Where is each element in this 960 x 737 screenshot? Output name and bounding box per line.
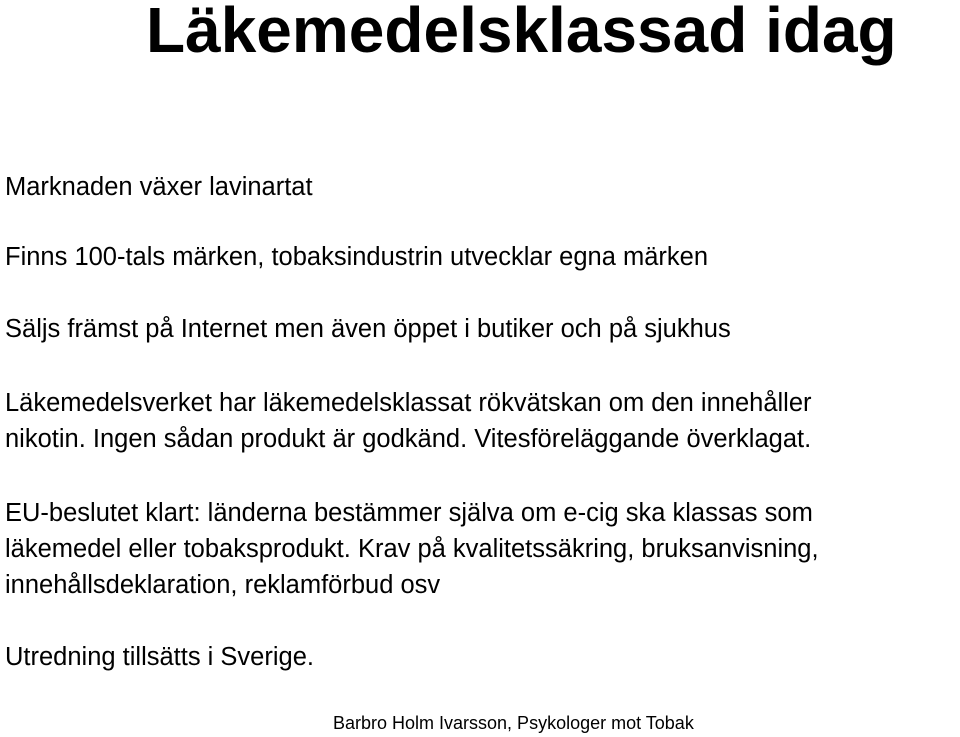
paragraph-line: Finns 100-tals märken, tobaksindustrin utvecklar egna märken: [5, 243, 709, 271]
paragraph-line: EU-beslutet klart: länderna bestämmer själva om e-cig ska klassas som: [5, 499, 813, 527]
paragraph-line: läkemedel eller tobaksprodukt. Krav på kvalitetssäkring, bruksanvisning,: [5, 535, 819, 563]
paragraph-line: Läkemedelsverket har läkemedelsklassat rökvätskan om den innehåller: [5, 389, 812, 417]
paragraph-sales: [5, 311, 731, 347]
slide-footer: Barbro Holm Ivarsson, Psykologer mot Tobak: [333, 713, 694, 733]
paragraph-line: Utredning tillsätts i Sverige.: [5, 643, 314, 671]
paragraph-medical-agency: [5, 385, 812, 457]
paragraph-investigation: [5, 639, 314, 675]
paragraph-line: Marknaden växer lavinartat: [5, 173, 313, 201]
paragraph-line: innehållsdeklaration, reklamförbud osv: [5, 571, 441, 599]
paragraph-line: nikotin. Ingen sådan produkt är godkänd. Vitesföreläggande överklagat.: [5, 425, 812, 453]
paragraph-line: Säljs främst på Internet men även öppet i butiker och på sjukhus: [5, 315, 731, 343]
paragraph-market-growth: [5, 169, 313, 205]
slide-title: Läkemedelsklassad idag: [146, 0, 897, 66]
paragraph-eu-decision: [5, 495, 819, 603]
paragraph-brands: [5, 239, 708, 275]
